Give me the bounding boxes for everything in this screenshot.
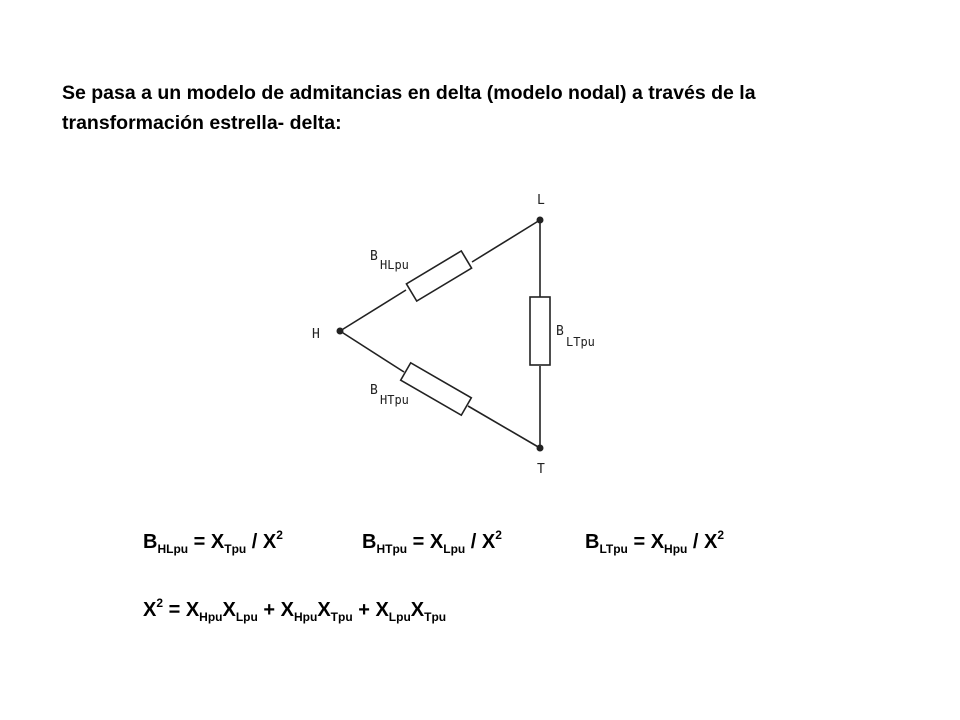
- formula-bhtpu-x-sub: Lpu: [443, 542, 466, 556]
- node-t: [537, 445, 543, 451]
- formula-bhtpu-b-sub: HTpu: [376, 542, 408, 556]
- formula-bltpu-x-sub: Hpu: [664, 542, 688, 556]
- formula-bhtpu-sq: 2: [495, 528, 502, 542]
- formula-x-squared: [143, 596, 446, 624]
- intro-text: [62, 78, 922, 138]
- node-label-h: H: [312, 327, 320, 342]
- formula-x2-lhs-sup: 2: [156, 596, 164, 610]
- node-l: [537, 217, 543, 223]
- formula-x2-t3b: X: [410, 599, 425, 621]
- delta-circuit-diagram: [300, 180, 630, 480]
- intro-line-1: Se pasa a un modelo de admitancias en delta (modelo nodal) a través de la: [62, 82, 756, 104]
- resistor-bhl: [406, 251, 471, 301]
- wire-h-l-b: [472, 220, 540, 262]
- formula-bhtpu-eq: =: [407, 531, 430, 553]
- label-bltpu-main: B: [556, 324, 564, 339]
- formula-bhlpu-b: B: [143, 531, 158, 553]
- node-label-t: T: [537, 462, 545, 477]
- formula-bhlpu-eq: =: [188, 531, 211, 553]
- formula-x2-t2a: X: [280, 599, 294, 621]
- formula-bltpu-x: X: [650, 531, 665, 553]
- resistor-blt: [530, 297, 550, 365]
- formula-x2-t2b-sub: Tpu: [330, 610, 353, 624]
- resistor-bht: [401, 363, 472, 415]
- node-label-l: L: [537, 193, 545, 208]
- label-bhlpu: [370, 249, 409, 272]
- formula-bhtpu: [362, 528, 502, 556]
- label-bhtpu-main: B: [370, 383, 378, 398]
- formula-x2-t3b-sub: Tpu: [424, 610, 447, 624]
- label-bltpu-sub: LTpu: [566, 335, 595, 349]
- formula-x2-t1b: X: [222, 599, 236, 621]
- intro-line-2: transformación estrella- delta:: [62, 112, 342, 134]
- formula-x2-t1a-sub: Hpu: [199, 610, 223, 624]
- formula-x2-t2b: X: [317, 599, 331, 621]
- formula-bhtpu-b: B: [362, 531, 377, 553]
- label-bhtpu-sub: HTpu: [380, 393, 409, 407]
- formula-bhlpu-x-sub: Tpu: [224, 542, 247, 556]
- formula-bhlpu-div: / X: [246, 531, 277, 553]
- label-bhtpu: [370, 383, 409, 407]
- formula-x2-t3a-sub: Lpu: [388, 610, 411, 624]
- formula-bhlpu: [143, 528, 283, 556]
- formula-x2-eq: =: [163, 599, 186, 621]
- formula-bltpu-div: / X: [687, 531, 718, 553]
- formula-x2-t1a: X: [185, 599, 200, 621]
- label-bhlpu-main: B: [370, 249, 378, 264]
- formula-x2-plus2: +: [352, 599, 376, 621]
- formula-x2-t1b-sub: Lpu: [235, 610, 258, 624]
- formula-bhtpu-x: X: [429, 531, 444, 553]
- wire-h-t-a: [340, 331, 404, 372]
- formula-bltpu-b-sub: LTpu: [599, 542, 628, 556]
- formula-x2-lhs: X: [143, 599, 157, 621]
- formula-bhlpu-b-sub: HLpu: [157, 542, 189, 556]
- formula-bltpu: [585, 528, 724, 556]
- formula-bhlpu-x: X: [210, 531, 225, 553]
- formula-x2-t3a: X: [375, 599, 389, 621]
- label-bltpu: [556, 324, 595, 349]
- wire-h-l-a: [340, 290, 406, 331]
- formula-bhtpu-div: / X: [465, 531, 496, 553]
- wire-h-t-b: [468, 406, 540, 448]
- formula-x2-t2a-sub: Hpu: [293, 610, 318, 624]
- formula-bltpu-b: B: [585, 531, 600, 553]
- formula-bhlpu-sq: 2: [276, 528, 283, 542]
- formula-x2-plus1: +: [257, 599, 281, 621]
- node-h: [337, 328, 343, 334]
- formula-bltpu-sq: 2: [717, 528, 725, 542]
- label-bhlpu-sub: HLpu: [380, 258, 409, 272]
- formula-bltpu-eq: =: [627, 531, 651, 553]
